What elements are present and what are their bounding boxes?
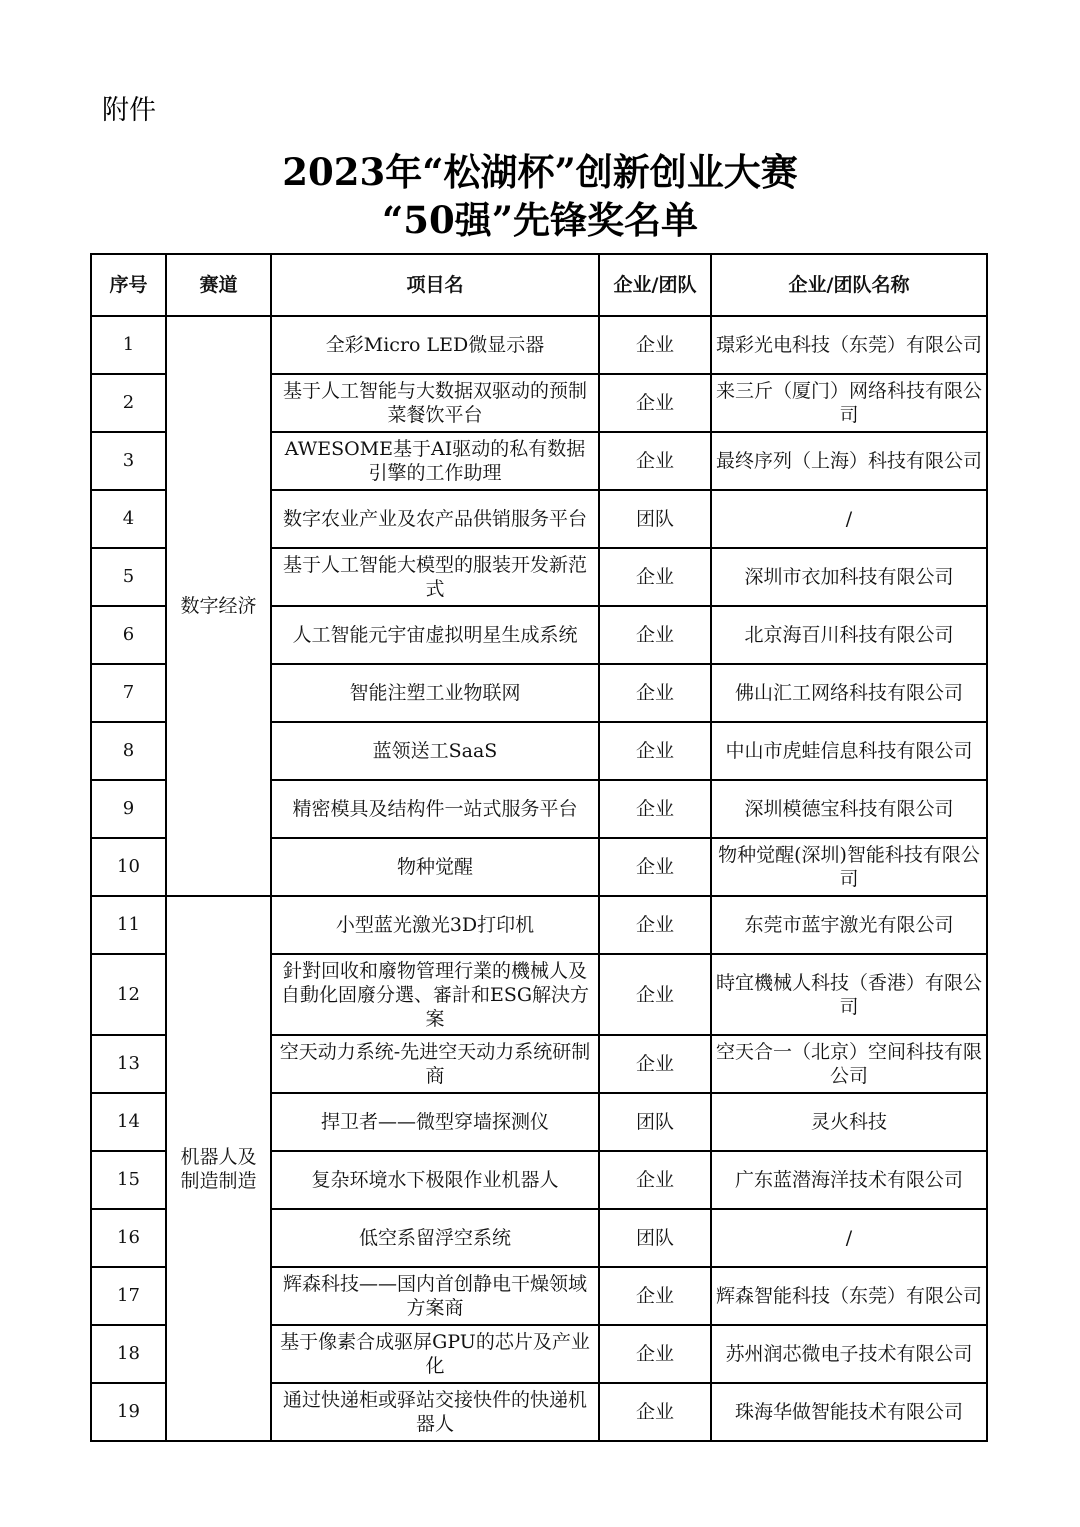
cell-project: 基于人工智能大模型的服装开发新范式 — [271, 548, 599, 606]
cell-type: 企业 — [599, 432, 711, 490]
cell-project: 低空系留浮空系统 — [271, 1209, 599, 1267]
title-line-2: “50强”先锋奖名单 — [381, 198, 699, 242]
cell-type: 企业 — [599, 1325, 711, 1383]
cell-type: 企业 — [599, 954, 711, 1035]
header-seq: 序号 — [91, 254, 166, 316]
cell-project: 基于人工智能与大数据双驱动的预制菜餐饮平台 — [271, 374, 599, 432]
cell-type: 企业 — [599, 664, 711, 722]
cell-seq: 6 — [91, 606, 166, 664]
cell-seq: 7 — [91, 664, 166, 722]
cell-entity: 北京海百川科技有限公司 — [711, 606, 987, 664]
cell-seq: 4 — [91, 490, 166, 548]
cell-seq: 2 — [91, 374, 166, 432]
cell-entity: 东莞市蓝宇激光有限公司 — [711, 896, 987, 954]
cell-project: 人工智能元宇宙虚拟明星生成系统 — [271, 606, 599, 664]
title-line-1: 2023年“松湖杯”创新创业大赛 — [282, 150, 798, 194]
cell-type: 企业 — [599, 316, 711, 374]
cell-project: 蓝领送工SaaS — [271, 722, 599, 780]
cell-project: 复杂环境水下极限作业机器人 — [271, 1151, 599, 1209]
winners-table — [90, 253, 988, 1442]
cell-type: 企业 — [599, 780, 711, 838]
cell-seq: 5 — [91, 548, 166, 606]
cell-type: 企业 — [599, 1151, 711, 1209]
cell-seq: 9 — [91, 780, 166, 838]
cell-project: 小型蓝光激光3D打印机 — [271, 896, 599, 954]
header-entity: 企业/团队名称 — [711, 254, 987, 316]
cell-project: 針對回收和廢物管理行業的機械人及自動化固廢分選、審計和ESG解決方案 — [271, 954, 599, 1035]
cell-seq: 12 — [91, 954, 166, 1035]
cell-entity: 最终序列（上海）科技有限公司 — [711, 432, 987, 490]
document-title — [0, 148, 1080, 244]
cell-project: 通过快递柜或驿站交接快件的快递机器人 — [271, 1383, 599, 1441]
header-project: 项目名 — [271, 254, 599, 316]
cell-entity: 佛山汇工网络科技有限公司 — [711, 664, 987, 722]
cell-type: 团队 — [599, 1093, 711, 1151]
cell-entity: 辉森智能科技（东莞）有限公司 — [711, 1267, 987, 1325]
cell-project: 辉森科技——国内首创静电干燥领域方案商 — [271, 1267, 599, 1325]
cell-type: 企业 — [599, 896, 711, 954]
table-header-row — [91, 254, 987, 316]
cell-type: 团队 — [599, 490, 711, 548]
cell-entity: 广东蓝潜海洋技术有限公司 — [711, 1151, 987, 1209]
cell-seq: 16 — [91, 1209, 166, 1267]
table-row — [91, 896, 987, 954]
cell-entity: / — [711, 1209, 987, 1267]
cell-type: 企业 — [599, 722, 711, 780]
cell-entity: 灵火科技 — [711, 1093, 987, 1151]
cell-project: 数字农业产业及农产品供销服务平台 — [271, 490, 599, 548]
cell-entity: 璟彩光电科技（东莞）有限公司 — [711, 316, 987, 374]
cell-type: 企业 — [599, 606, 711, 664]
cell-entity: 中山市虎蛙信息科技有限公司 — [711, 722, 987, 780]
cell-project: 物种觉醒 — [271, 838, 599, 896]
cell-seq: 8 — [91, 722, 166, 780]
cell-project: 基于像素合成驱屏GPU的芯片及产业化 — [271, 1325, 599, 1383]
cell-project: 精密模具及结构件一站式服务平台 — [271, 780, 599, 838]
cell-seq: 3 — [91, 432, 166, 490]
cell-seq: 1 — [91, 316, 166, 374]
cell-seq: 11 — [91, 896, 166, 954]
cell-seq: 18 — [91, 1325, 166, 1383]
cell-entity: 時宜機械人科技（香港）有限公司 — [711, 954, 987, 1035]
cell-seq: 15 — [91, 1151, 166, 1209]
cell-entity: 空天合一（北京）空间科技有限公司 — [711, 1035, 987, 1093]
cell-type: 企业 — [599, 548, 711, 606]
header-track: 赛道 — [166, 254, 271, 316]
cell-entity: 深圳市衣加科技有限公司 — [711, 548, 987, 606]
cell-project: 捍卫者——微型穿墙探测仪 — [271, 1093, 599, 1151]
cell-project: 全彩Micro LED微显示器 — [271, 316, 599, 374]
cell-entity: 来三斤（厦门）网络科技有限公司 — [711, 374, 987, 432]
cell-project: 空天动力系统-先进空天动力系统研制商 — [271, 1035, 599, 1093]
cell-project: AWESOME基于AI驱动的私有数据引擎的工作助理 — [271, 432, 599, 490]
cell-type: 企业 — [599, 1383, 711, 1441]
table-body — [91, 316, 987, 1441]
cell-entity: / — [711, 490, 987, 548]
cell-seq: 17 — [91, 1267, 166, 1325]
cell-type: 企业 — [599, 374, 711, 432]
cell-seq: 14 — [91, 1093, 166, 1151]
cell-type: 企业 — [599, 1267, 711, 1325]
cell-seq: 13 — [91, 1035, 166, 1093]
cell-entity: 物种觉醒(深圳)智能科技有限公司 — [711, 838, 987, 896]
attachment-label: 附件 — [102, 95, 156, 126]
cell-seq: 19 — [91, 1383, 166, 1441]
cell-type: 企业 — [599, 838, 711, 896]
cell-track: 数字经济 — [166, 316, 271, 896]
cell-entity: 珠海华做智能技术有限公司 — [711, 1383, 987, 1441]
cell-entity: 深圳模德宝科技有限公司 — [711, 780, 987, 838]
cell-project: 智能注塑工业物联网 — [271, 664, 599, 722]
table-row — [91, 316, 987, 374]
cell-seq: 10 — [91, 838, 166, 896]
cell-entity: 苏州润芯微电子技术有限公司 — [711, 1325, 987, 1383]
cell-track: 机器人及 制造制造 — [166, 896, 271, 1441]
header-type: 企业/团队 — [599, 254, 711, 316]
cell-type: 团队 — [599, 1209, 711, 1267]
cell-type: 企业 — [599, 1035, 711, 1093]
